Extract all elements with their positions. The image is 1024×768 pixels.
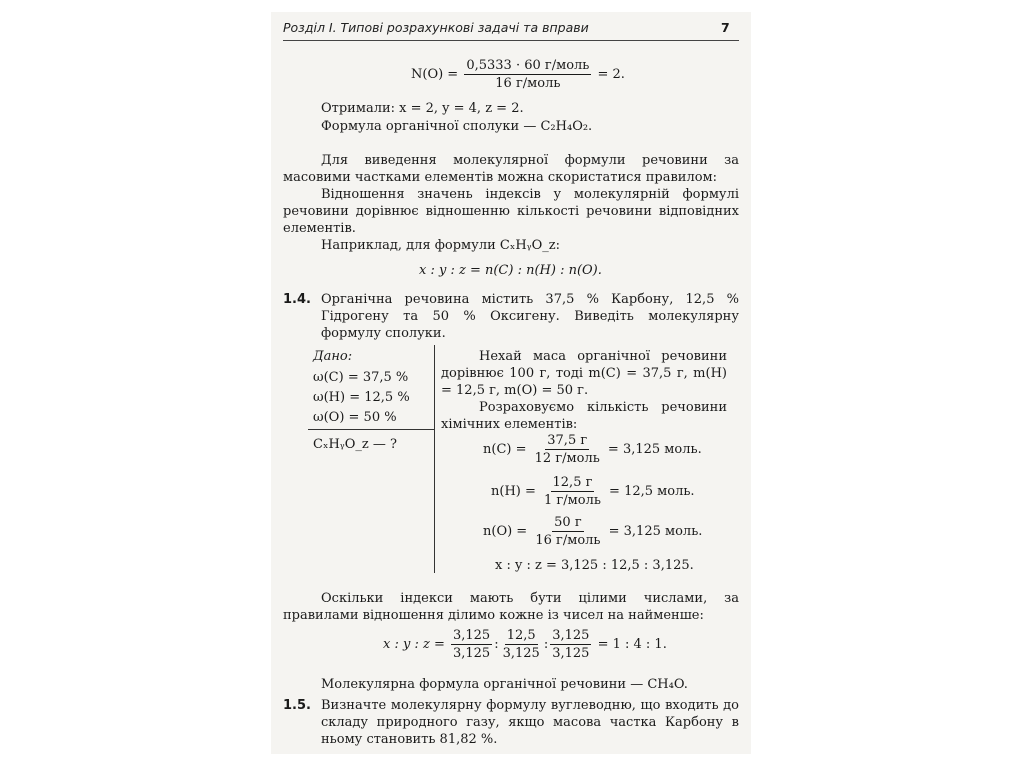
numerator: 37,5 г [547, 433, 588, 448]
numerator: 3,125 [452, 628, 491, 643]
denominator: 3,125 [552, 646, 590, 661]
equation-n-oxygen [411, 58, 625, 91]
results-line: Отримали: x = 2, y = 4, z = 2. [321, 101, 524, 116]
given-item-hydrogen: ω(H) = 12,5 % [313, 390, 410, 405]
denominator: 1 г/моль [544, 493, 601, 508]
solution-ratio: x : y : z = 3,125 : 12,5 : 3,125. [495, 558, 694, 573]
equation-lhs: n(H) = [491, 484, 536, 499]
given-item-carbon: ω(C) = 37,5 % [313, 370, 409, 385]
equation-rhs: = 2. [597, 67, 625, 82]
equation-lhs: x : y : z = [383, 637, 445, 652]
numerator: 12,5 г [552, 475, 593, 490]
formula-line: Формула органічної сполуки — C₂H₄O₂. [321, 119, 593, 134]
fraction [533, 515, 602, 548]
fraction [533, 433, 602, 466]
problem-number-1-5: 1.5. [283, 698, 311, 713]
solution-paragraph-1: Нехай маса органічної речовини дорівнює 100 г, тоді m(C) = 37,5 г, m(H) = 12,5 г, m(O) = 50 г. [441, 349, 727, 398]
equation-n-oxygen-2 [483, 515, 702, 548]
numerator: 12,5 [506, 628, 536, 643]
fraction [542, 475, 603, 508]
since-paragraph: Оскільки індекси мають бути цілими числами, за правилами відношення ділимо кожне із чисел на найменше: [283, 591, 739, 623]
numerator: 0,5333 · 60 г/моль [466, 58, 590, 73]
equation-rhs: = 3,125 моль. [607, 442, 702, 457]
given-item-oxygen: ω(O) = 50 % [313, 410, 397, 425]
fraction-2 [501, 628, 542, 661]
fraction-1 [451, 628, 492, 661]
solution-paragraph-2: Розраховуємо кількість речовини хімічних елементів: [441, 400, 727, 432]
problem-number-1-4: 1.4. [283, 292, 311, 307]
equation-rhs: = 12,5 моль. [609, 484, 695, 499]
denominator: 16 г/моль [495, 76, 561, 91]
fraction-3 [550, 628, 591, 661]
problem-text-1-5: Визначте молекулярну формулу вуглеводню, що входить до складу природного газу, якщо масова частка Карбону в ньому становить 81,82 %. [321, 698, 739, 747]
solution-divider [434, 345, 435, 573]
fraction [464, 58, 591, 91]
equation-n-hydrogen [491, 475, 695, 508]
problem-text-1-4: Органічна речовина містить 37,5 % Карбону, 12,5 % Гідрогену та 50 % Оксигену. Виведіть молекулярну формулу сполуки. [321, 292, 739, 341]
example-line: Наприклад, для формули CₓHᵧO_z: [321, 238, 560, 253]
rule-text: Відношення значень індексів у молекулярній формулі речовини дорівнює відношенню кількості речовини відповідних елементів. [283, 187, 739, 236]
numerator: 50 г [554, 515, 582, 530]
molecular-formula-line: Молекулярна формула органічної речовини — CH₄O. [321, 677, 688, 692]
denominator: 12 г/моль [534, 451, 600, 466]
given-divider [308, 429, 434, 430]
find-item: CₓHᵧO_z — ? [313, 437, 397, 452]
rule-intro: Для виведення молекулярної формули речовини за масовими частками елементів можна скористатися правилом: [283, 153, 739, 185]
equation-lhs: n(C) = [483, 442, 527, 457]
ratio-equation: x : y : z = n(C) : n(H) : n(O). [419, 263, 602, 278]
final-ratio-equation: x : y : z = $\frac{3,125}{3,125}$ : $\frac{12,5}{3,125}$ : $\frac{3,125}{3,125}$ = 1 : 4 : 1. [383, 628, 667, 661]
equation-rhs: = 3,125 моль. [608, 524, 703, 539]
header-rule [283, 40, 739, 41]
denominator: 16 г/моль [535, 533, 601, 548]
numerator: 3,125 [552, 628, 590, 643]
book-page [271, 12, 751, 754]
denominator: 3,125 [452, 646, 491, 661]
equation-lhs: n(O) = [483, 524, 528, 539]
denominator: 3,125 [502, 646, 540, 661]
given-label: Дано: [313, 349, 353, 364]
page-number: 7 [721, 20, 730, 35]
equation-n-carbon [483, 433, 702, 466]
equation-lhs: N(O) = [411, 67, 459, 82]
running-header-title: Розділ I. Типові розрахункові задачі та вправи [283, 20, 589, 35]
equation-rhs: = 1 : 4 : 1. [597, 637, 667, 652]
